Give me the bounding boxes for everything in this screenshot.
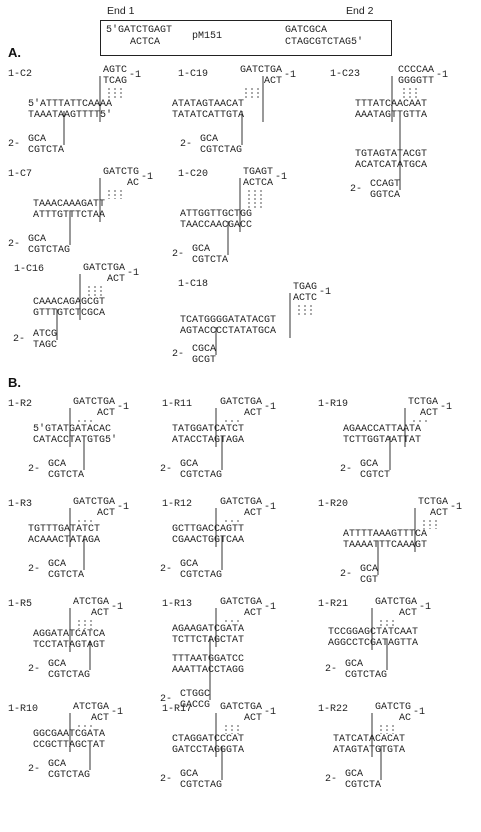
- end2-bottom-seq: CGTCTAG: [200, 145, 243, 156]
- end1-marker: -1: [127, 268, 140, 279]
- clone-label: 1-R10: [8, 704, 39, 715]
- junction2-bottom-seq: ACATCATATGCA: [355, 160, 428, 171]
- end2-bottom-seq: CGTCT: [360, 470, 391, 481]
- junction-bottom-seq: GATCCTAGGGTA: [172, 745, 245, 756]
- junction2-top-seq: TGTAGTATACGT: [355, 149, 428, 160]
- end2-marker: 2-: [172, 349, 185, 360]
- end1-top-seq: CCCCAA: [398, 65, 435, 76]
- end1-marker: -1: [117, 502, 130, 513]
- junction-bottom-seq: AAATAGTTGTTA: [355, 110, 428, 121]
- end1-marker: -1: [141, 172, 154, 183]
- junction-top-seq: AGGATATCATCA: [33, 629, 106, 640]
- clone-label: 1-R13: [162, 599, 193, 610]
- end2-bottom-seq: CGTCTAG: [180, 570, 223, 581]
- end2-marker: 2-: [160, 774, 173, 785]
- end1-bottom-seq: ACT: [107, 274, 126, 285]
- end1-top-seq: TGAGT: [243, 167, 274, 178]
- end2-marker: 2-: [13, 334, 26, 345]
- left-top-seq: 5'GATCTGAGT: [106, 25, 173, 36]
- end1-top-seq: ATCTGA: [73, 702, 110, 713]
- end2-top-seq: CTGGC: [180, 689, 211, 700]
- end1-bottom-seq: TCAG: [103, 76, 128, 87]
- junction-top-seq: CTAGGATCCCAT: [172, 734, 245, 745]
- end1-bottom-seq: ACT: [97, 408, 116, 419]
- end2-top-seq: GCA: [360, 459, 379, 470]
- end1-bottom-seq: ACT: [264, 76, 283, 87]
- end1-marker: -1: [436, 70, 449, 81]
- end1-bottom-seq: ACT: [420, 408, 439, 419]
- junction-top-seq: CAAACAGAGCGT: [33, 297, 106, 308]
- junction-bottom-seq: TAAAATTTCAAAGT: [343, 540, 428, 551]
- clone-label: 1-R11: [162, 399, 193, 410]
- junction2-bottom-seq: AAATTACCTAGG: [172, 665, 245, 676]
- end2-marker: 2-: [28, 464, 41, 475]
- clone-label: 1-C16: [14, 264, 45, 275]
- end1-bottom-seq: ACT: [244, 508, 263, 519]
- end2-top-seq: GCA: [28, 134, 47, 145]
- end2-top-seq: CGCA: [192, 344, 217, 355]
- junction-top-seq: TGTTTGATATCT: [28, 524, 101, 535]
- junction-top-seq: TATCATACACAT: [333, 734, 406, 745]
- end1-top-seq: TCTGA: [418, 497, 449, 508]
- end1-bottom-seq: ACTC: [293, 293, 318, 304]
- end1-bottom-seq: ACT: [244, 713, 263, 724]
- junction-bottom-seq: ATACCTAGTAGA: [172, 435, 245, 446]
- end2-marker: 2-: [160, 464, 173, 475]
- end1-top-seq: GATCTGA: [220, 397, 263, 408]
- clone-label: 1-C2: [8, 69, 33, 80]
- end2-bottom-seq: CGTCTAG: [28, 245, 71, 256]
- end2-marker: 2-: [8, 139, 21, 150]
- junction-bottom-seq: TAAATAAGTTTT5': [28, 110, 113, 121]
- end1-marker: -1: [264, 502, 277, 513]
- end1-bottom-seq: ACT: [244, 608, 263, 619]
- junction-top-seq: TTTATCAACAAT: [355, 99, 428, 110]
- end1-top-seq: GATCTGA: [220, 597, 263, 608]
- end1-bottom-seq: ACT: [91, 608, 110, 619]
- junction-bottom-seq: TATATCATTGTA: [172, 110, 245, 121]
- end2-label: End 2: [346, 5, 374, 17]
- end2-top-seq: GCA: [345, 659, 364, 670]
- end2-marker: 2-: [340, 569, 353, 580]
- end1-bottom-seq: GGGGTT: [398, 76, 435, 87]
- end2-marker: 2-: [8, 239, 21, 250]
- end1-top-seq: AGTC: [103, 65, 128, 76]
- end1-marker: -1: [264, 402, 277, 413]
- end1-bottom-seq: AC: [127, 178, 140, 189]
- end1-top-seq: GATCTGA: [73, 397, 116, 408]
- section-a-label: A.: [8, 45, 21, 60]
- end2-top-seq: GCA: [360, 564, 379, 575]
- end2-bottom-seq: CGTCTA: [345, 780, 382, 791]
- end1-bottom-seq: ACT: [97, 508, 116, 519]
- clone-label: 1-C20: [178, 169, 209, 180]
- end2-bottom-seq: CGTCTA: [28, 145, 65, 156]
- end2-top-seq: GCA: [200, 134, 219, 145]
- end2-marker: 2-: [325, 774, 338, 785]
- junction-top-seq: AGAAGATCGATA: [172, 624, 245, 635]
- end2-bottom-seq: GCGT: [192, 355, 217, 366]
- junction-bottom-seq: GTTTGTCTCGCA: [33, 308, 106, 319]
- junction-top-seq: TCCGGAGCTATCAAT: [328, 627, 419, 638]
- end2-bottom-seq: CGTCTA: [48, 570, 85, 581]
- clone-label: 1-C19: [178, 69, 209, 80]
- end2-marker: 2-: [160, 694, 173, 705]
- junction-bottom-seq: AGTACCCCTATATGCA: [180, 326, 277, 337]
- junction-bottom-seq: TAACCAACGACC: [180, 220, 253, 231]
- end1-bottom-seq: AC: [399, 713, 412, 724]
- end2-top-seq: GCA: [180, 559, 199, 570]
- end1-top-seq: GATCTGA: [375, 597, 418, 608]
- end2-bottom-seq: CGT: [360, 575, 379, 586]
- end2-top-seq: ATCG: [33, 329, 58, 340]
- end1-marker: -1: [111, 707, 124, 718]
- junction-bottom-seq: TCCTATAGTAGT: [33, 640, 106, 651]
- junction-top-seq: GCTTGACCAGTT: [172, 524, 245, 535]
- end2-marker: 2-: [350, 184, 363, 195]
- end1-top-seq: GATCTG: [103, 167, 140, 178]
- clone-label: 1-R12: [162, 499, 193, 510]
- junction-top-seq: 5'ATTTATTCAAAA: [28, 99, 113, 110]
- junction-bottom-seq: ATTTGTTTCTAA: [33, 210, 106, 221]
- clone-label: 1-R17: [162, 704, 193, 715]
- clone-label: 1-C7: [8, 169, 33, 180]
- junction2-top-seq: TTTAATGGATCC: [172, 654, 245, 665]
- end1-marker: -1: [419, 602, 432, 613]
- clone-label: 1-R20: [318, 499, 349, 510]
- junction-top-seq: ATATAGTAACAT: [172, 99, 245, 110]
- plasmid-name: pM151: [192, 31, 223, 42]
- left-bottom-seq: ACTCA: [130, 37, 161, 48]
- end1-bottom-seq: ACT: [399, 608, 418, 619]
- end2-top-seq: GCA: [48, 459, 67, 470]
- clone-label: 1-C23: [330, 69, 361, 80]
- end2-top-seq: GCA: [180, 769, 199, 780]
- end2-marker: 2-: [340, 464, 353, 475]
- end2-top-seq: GCA: [48, 659, 67, 670]
- junction-top-seq: ATTTTAAAGTTTCA: [343, 529, 428, 540]
- end2-top-seq: GCA: [345, 769, 364, 780]
- right-bottom-seq: CTAGCGTCTAG5': [285, 37, 364, 48]
- end2-bottom-seq: CGTCTAG: [180, 780, 223, 791]
- clone-label: 1-R3: [8, 499, 33, 510]
- clone-label: 1-R21: [318, 599, 349, 610]
- end2-top-seq: GCA: [48, 759, 67, 770]
- end2-bottom-seq: GACCG: [180, 700, 211, 711]
- junction-bottom-seq: ACAAACTATAGA: [28, 535, 101, 546]
- end1-top-seq: GATCTGA: [220, 702, 263, 713]
- junction-bottom-seq: CCGCTTAGCTAT: [33, 740, 106, 751]
- end2-top-seq: CCAGT: [370, 179, 401, 190]
- end2-marker: 2-: [160, 564, 173, 575]
- end1-top-seq: GATCTG: [375, 702, 412, 713]
- junction-bottom-seq: CATACCTATGTG5': [33, 435, 118, 446]
- end1-marker: -1: [111, 602, 124, 613]
- junction-top-seq: TCATGGGGATATACGT: [180, 315, 277, 326]
- junction-top-seq: TAAACAAAGATT: [33, 199, 106, 210]
- end1-label: End 1: [107, 5, 135, 17]
- end1-bottom-seq: ACTCA: [243, 178, 274, 189]
- junction-bottom-seq: ATAGTATGTGTA: [333, 745, 406, 756]
- end2-bottom-seq: TAGC: [33, 340, 58, 351]
- end1-marker: -1: [117, 402, 130, 413]
- junction-top-seq: ATTGGTTGCTGG: [180, 209, 253, 220]
- end2-marker: 2-: [28, 764, 41, 775]
- junction-bottom-seq: TCTTCTAGCTAT: [172, 635, 245, 646]
- end1-top-seq: ATCTGA: [73, 597, 110, 608]
- end2-top-seq: GCA: [180, 459, 199, 470]
- end2-marker: 2-: [180, 139, 193, 150]
- junction-bottom-seq: CGAACTGGTCAA: [172, 535, 245, 546]
- junction-top-seq: 5'GTATGATACAC: [33, 424, 112, 435]
- end2-bottom-seq: GGTCA: [370, 190, 401, 201]
- end1-marker: -1: [319, 287, 332, 298]
- end1-top-seq: GATCTGA: [220, 497, 263, 508]
- end2-bottom-seq: CGTCTAG: [180, 470, 223, 481]
- end1-marker: -1: [129, 70, 142, 81]
- end2-marker: 2-: [172, 249, 185, 260]
- end2-bottom-seq: CGTCTAG: [48, 670, 91, 681]
- end1-bottom-seq: ACT: [430, 508, 449, 519]
- end1-bottom-seq: ACT: [91, 713, 110, 724]
- end1-top-seq: GATCTGA: [240, 65, 283, 76]
- end2-marker: 2-: [28, 664, 41, 675]
- clone-label: 1-R19: [318, 399, 349, 410]
- clone-label: 1-R5: [8, 599, 33, 610]
- end1-bottom-seq: ACT: [244, 408, 263, 419]
- end2-bottom-seq: CGTCTA: [48, 470, 85, 481]
- end2-bottom-seq: CGTCTA: [192, 255, 229, 266]
- end1-marker: -1: [413, 707, 426, 718]
- right-top-seq: GATCGCA: [285, 25, 328, 36]
- junction-top-seq: GGCGAATCGATA: [33, 729, 106, 740]
- end2-bottom-seq: CGTCTAG: [345, 670, 388, 681]
- junction-bottom-seq: TCTTGGTAATTAT: [343, 435, 422, 446]
- end2-top-seq: GCA: [28, 234, 47, 245]
- clone-label: 1-R2: [8, 399, 33, 410]
- end1-marker: -1: [275, 172, 288, 183]
- junction-bottom-seq: AGGCCTCGATAGTTA: [328, 638, 419, 649]
- end1-marker: -1: [264, 602, 277, 613]
- end1-top-seq: TGAG: [293, 282, 318, 293]
- clone-label: 1-C18: [178, 279, 209, 290]
- end1-top-seq: GATCTGA: [73, 497, 116, 508]
- section-b-label: B.: [8, 375, 21, 390]
- end2-top-seq: GCA: [192, 244, 211, 255]
- end2-top-seq: GCA: [48, 559, 67, 570]
- end2-bottom-seq: CGTCTAG: [48, 770, 91, 781]
- end2-marker: 2-: [325, 664, 338, 675]
- end1-marker: -1: [264, 707, 277, 718]
- junction-top-seq: TATGGATCATCT: [172, 424, 245, 435]
- end1-marker: -1: [284, 70, 297, 81]
- end1-marker: -1: [450, 502, 463, 513]
- end1-top-seq: GATCTGA: [83, 263, 126, 274]
- junction-top-seq: AGAACCATTAATA: [343, 424, 422, 435]
- end1-marker: -1: [440, 402, 453, 413]
- end1-top-seq: TCTGA: [408, 397, 439, 408]
- clone-label: 1-R22: [318, 704, 349, 715]
- end2-marker: 2-: [28, 564, 41, 575]
